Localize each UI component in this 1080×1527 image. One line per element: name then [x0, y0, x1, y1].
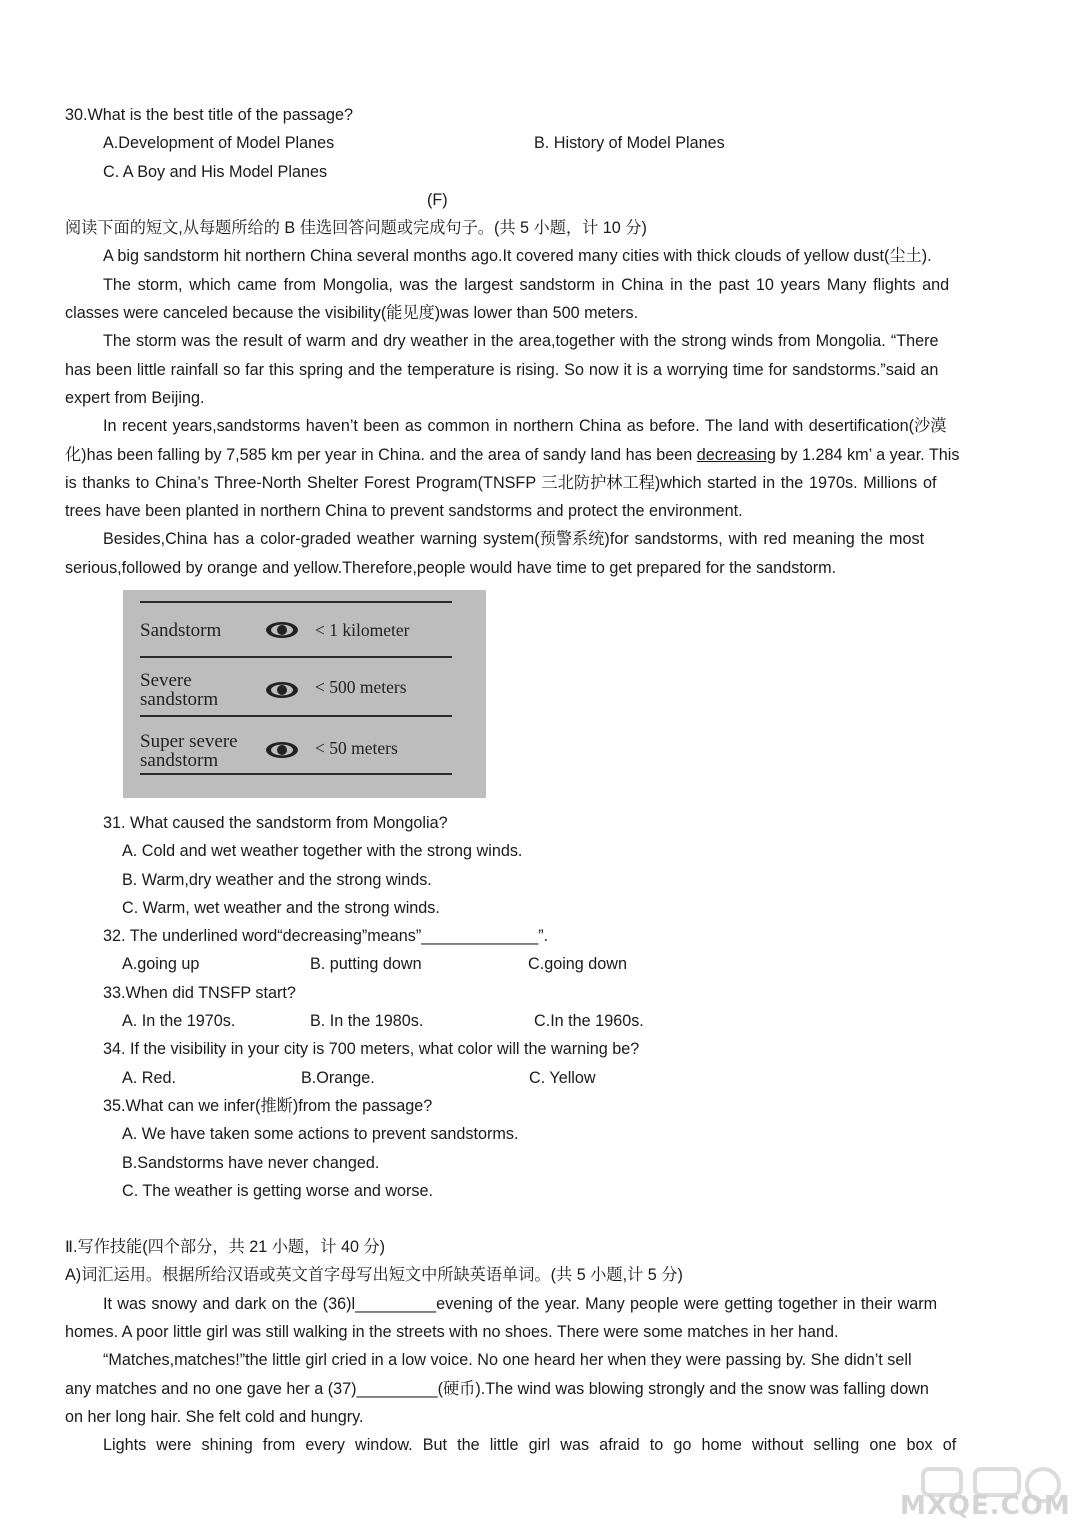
q30-option-a: A.Development of Model Planes: [103, 134, 335, 153]
q32-option-c: C.going down: [528, 955, 627, 974]
figure-row-3-label-line-1: Super severe: [140, 731, 238, 752]
passage-paragraph-4-line-4: trees have been planted in northern China to prevent sandstorms and protect the environment.: [65, 502, 743, 521]
figure-row-2-label-line-1: Severe: [140, 670, 192, 691]
eye-icon: [265, 741, 299, 759]
q31-stem: 31. What caused the sandstorm from Mongolia?: [103, 814, 448, 832]
q34-options: [65, 1064, 1015, 1092]
story-paragraph-1-line-1: It was snowy and dark on the (36)l_________evening of the year. Many people were getting together in their warm: [103, 1294, 938, 1313]
underlined-word-decreasing: decreasing: [696, 445, 776, 464]
figure-rule: [140, 601, 452, 603]
section-2-subheading: A)词汇运用。根据所给汉语或英文首字母写出短文中所缺英语单词。(共 5 小题,计 5 分): [65, 1266, 683, 1285]
q30-stem: 30.What is the best title of the passage?: [65, 106, 353, 124]
passage-paragraph-2-line-2: classes were canceled because the visibility(能见度)was lower than 500 meters.: [65, 304, 639, 323]
figure-row-1-label: Sandstorm: [140, 620, 222, 641]
story-paragraph-1-line-2: homes. A poor little girl was still walking in the streets with no shoes. There were some matches in her hand.: [65, 1323, 839, 1342]
q35-stem: 35.What can we infer(推断)from the passage?: [103, 1096, 433, 1115]
q32-option-b: B. putting down: [310, 955, 422, 974]
passage-paragraph-5-line-1: Besides,China has a color-graded weather warning system(预警系统)for sandstorms, with red meaning the most: [103, 530, 925, 549]
figure-row-3-value: < 50 meters: [315, 738, 398, 758]
story-paragraph-3-line-1: Lights were shining from every window. But the little girl was afraid to go home without selling one box of: [103, 1436, 957, 1455]
exam-page: [65, 101, 1015, 582]
passage-paragraph-4-line-2: [65, 441, 1015, 469]
questions-block: [65, 809, 1015, 1460]
q30-options-row1: [65, 129, 1015, 157]
passage-paragraph-3-line-1: The storm was the result of warm and dry weather in the area,together with the strong winds from Mongolia. “There: [103, 332, 939, 351]
q32-stem: 32. The underlined word“decreasing”means”_____________”.: [103, 927, 549, 946]
visibility-warning-figure: [123, 590, 486, 798]
q33-options: [65, 1007, 1015, 1035]
passage-text: by 1.284 km’ a year. This: [775, 445, 960, 464]
passage-paragraph-4-line-1: In recent years,sandstorms haven’t been as common in northern China as before. The land with desertification(沙漠: [103, 417, 947, 436]
figure-row-3-label-line-2: sandstorm: [140, 750, 219, 771]
q31-option-c: C. Warm, wet weather and the strong winds.: [122, 898, 440, 917]
q33-option-b: B. In the 1980s.: [310, 1012, 424, 1031]
passage-text: 化)has been falling by 7,585 km per year in China. and the area of sandy land has been: [65, 445, 693, 464]
q33-option-a: A. In the 1970s.: [122, 1012, 236, 1031]
figure-rule: [140, 715, 452, 717]
q30-option-c: C. A Boy and His Model Planes: [103, 162, 328, 181]
q34-option-b: B.Orange.: [301, 1068, 375, 1087]
q32-options: [65, 950, 1015, 978]
passage-paragraph-5-line-2: serious,followed by orange and yellow.Therefore,people would have time to get prepared for the sandstorm.: [65, 558, 837, 577]
q31-option-a: A. Cold and wet weather together with the strong winds.: [122, 842, 523, 861]
q30-option-b: B. History of Model Planes: [534, 134, 725, 153]
watermark-text: MXQE.COM: [900, 1491, 1071, 1521]
figure-row-2-value: < 500 meters: [315, 677, 407, 697]
spacer: [65, 1205, 1015, 1233]
q32-option-a: A.going up: [122, 955, 200, 974]
figure-rule: [140, 773, 452, 775]
section-f-label: (F): [427, 190, 448, 209]
story-paragraph-2-line-1: “Matches,matches!”the little girl cried in a low voice. No one heard her when they were passing by. She didn’t sell: [103, 1351, 912, 1370]
q33-stem: 33.When did TNSFP start?: [103, 983, 296, 1002]
q34-stem: 34. If the visibility in your city is 700 meters, what color will the warning be?: [103, 1040, 640, 1059]
figure-row-2-label-line-2: sandstorm: [140, 689, 219, 710]
section-f-label-row: [65, 186, 1015, 214]
q31-option-b: B. Warm,dry weather and the strong winds.: [122, 870, 432, 889]
section-2-heading: Ⅱ.写作技能(四个部分，共 21 小题，计 40 分): [65, 1238, 386, 1257]
figure-row-1-value: < 1 kilometer: [315, 620, 410, 640]
eye-icon: [265, 621, 299, 639]
q33-option-c: C.In the 1960s.: [534, 1012, 644, 1031]
story-paragraph-2-line-2: any matches and no one gave her a (37)_________(硬币).The wind was blowing strongly and the snow was falling down: [65, 1379, 929, 1398]
section-f-instruction: 阅读下面的短文,从每题所给的 B 佳选回答问题或完成句子。(共 5 小题，计 10 分): [65, 219, 647, 238]
story-paragraph-2-line-3: on her long hair. She felt cold and hungry.: [65, 1407, 364, 1426]
eye-icon: [265, 681, 299, 699]
passage-paragraph-3-line-3: expert from Beijing.: [65, 388, 205, 407]
q34-option-c: C. Yellow: [529, 1068, 596, 1087]
passage-paragraph-4-line-3: is thanks to China’s Three-North Shelter Forest Program(TNSFP 三北防护林工程)which started in the 1970s. Millions of: [65, 473, 937, 492]
q35-option-a: A. We have taken some actions to prevent sandstorms.: [122, 1125, 519, 1144]
passage-paragraph-1: A big sandstorm hit northern China several months ago.It covered many cities with thick clouds of yellow dust(尘土).: [103, 247, 932, 266]
passage-paragraph-3-line-2: has been little rainfall so far this spring and the temperature is rising. So now it is a worrying time for sandstorms.”said an: [65, 360, 939, 379]
passage-paragraph-2-line-1: The storm, which came from Mongolia, was the largest sandstorm in China in the past 10 years Many flights and: [103, 275, 950, 294]
figure-rule: [140, 656, 452, 658]
q30-options-row2: [65, 158, 1015, 186]
q35-option-c: C. The weather is getting worse and worse.: [122, 1181, 434, 1200]
q35-option-b: B.Sandstorms have never changed.: [122, 1153, 380, 1172]
q34-option-a: A. Red.: [122, 1068, 176, 1087]
